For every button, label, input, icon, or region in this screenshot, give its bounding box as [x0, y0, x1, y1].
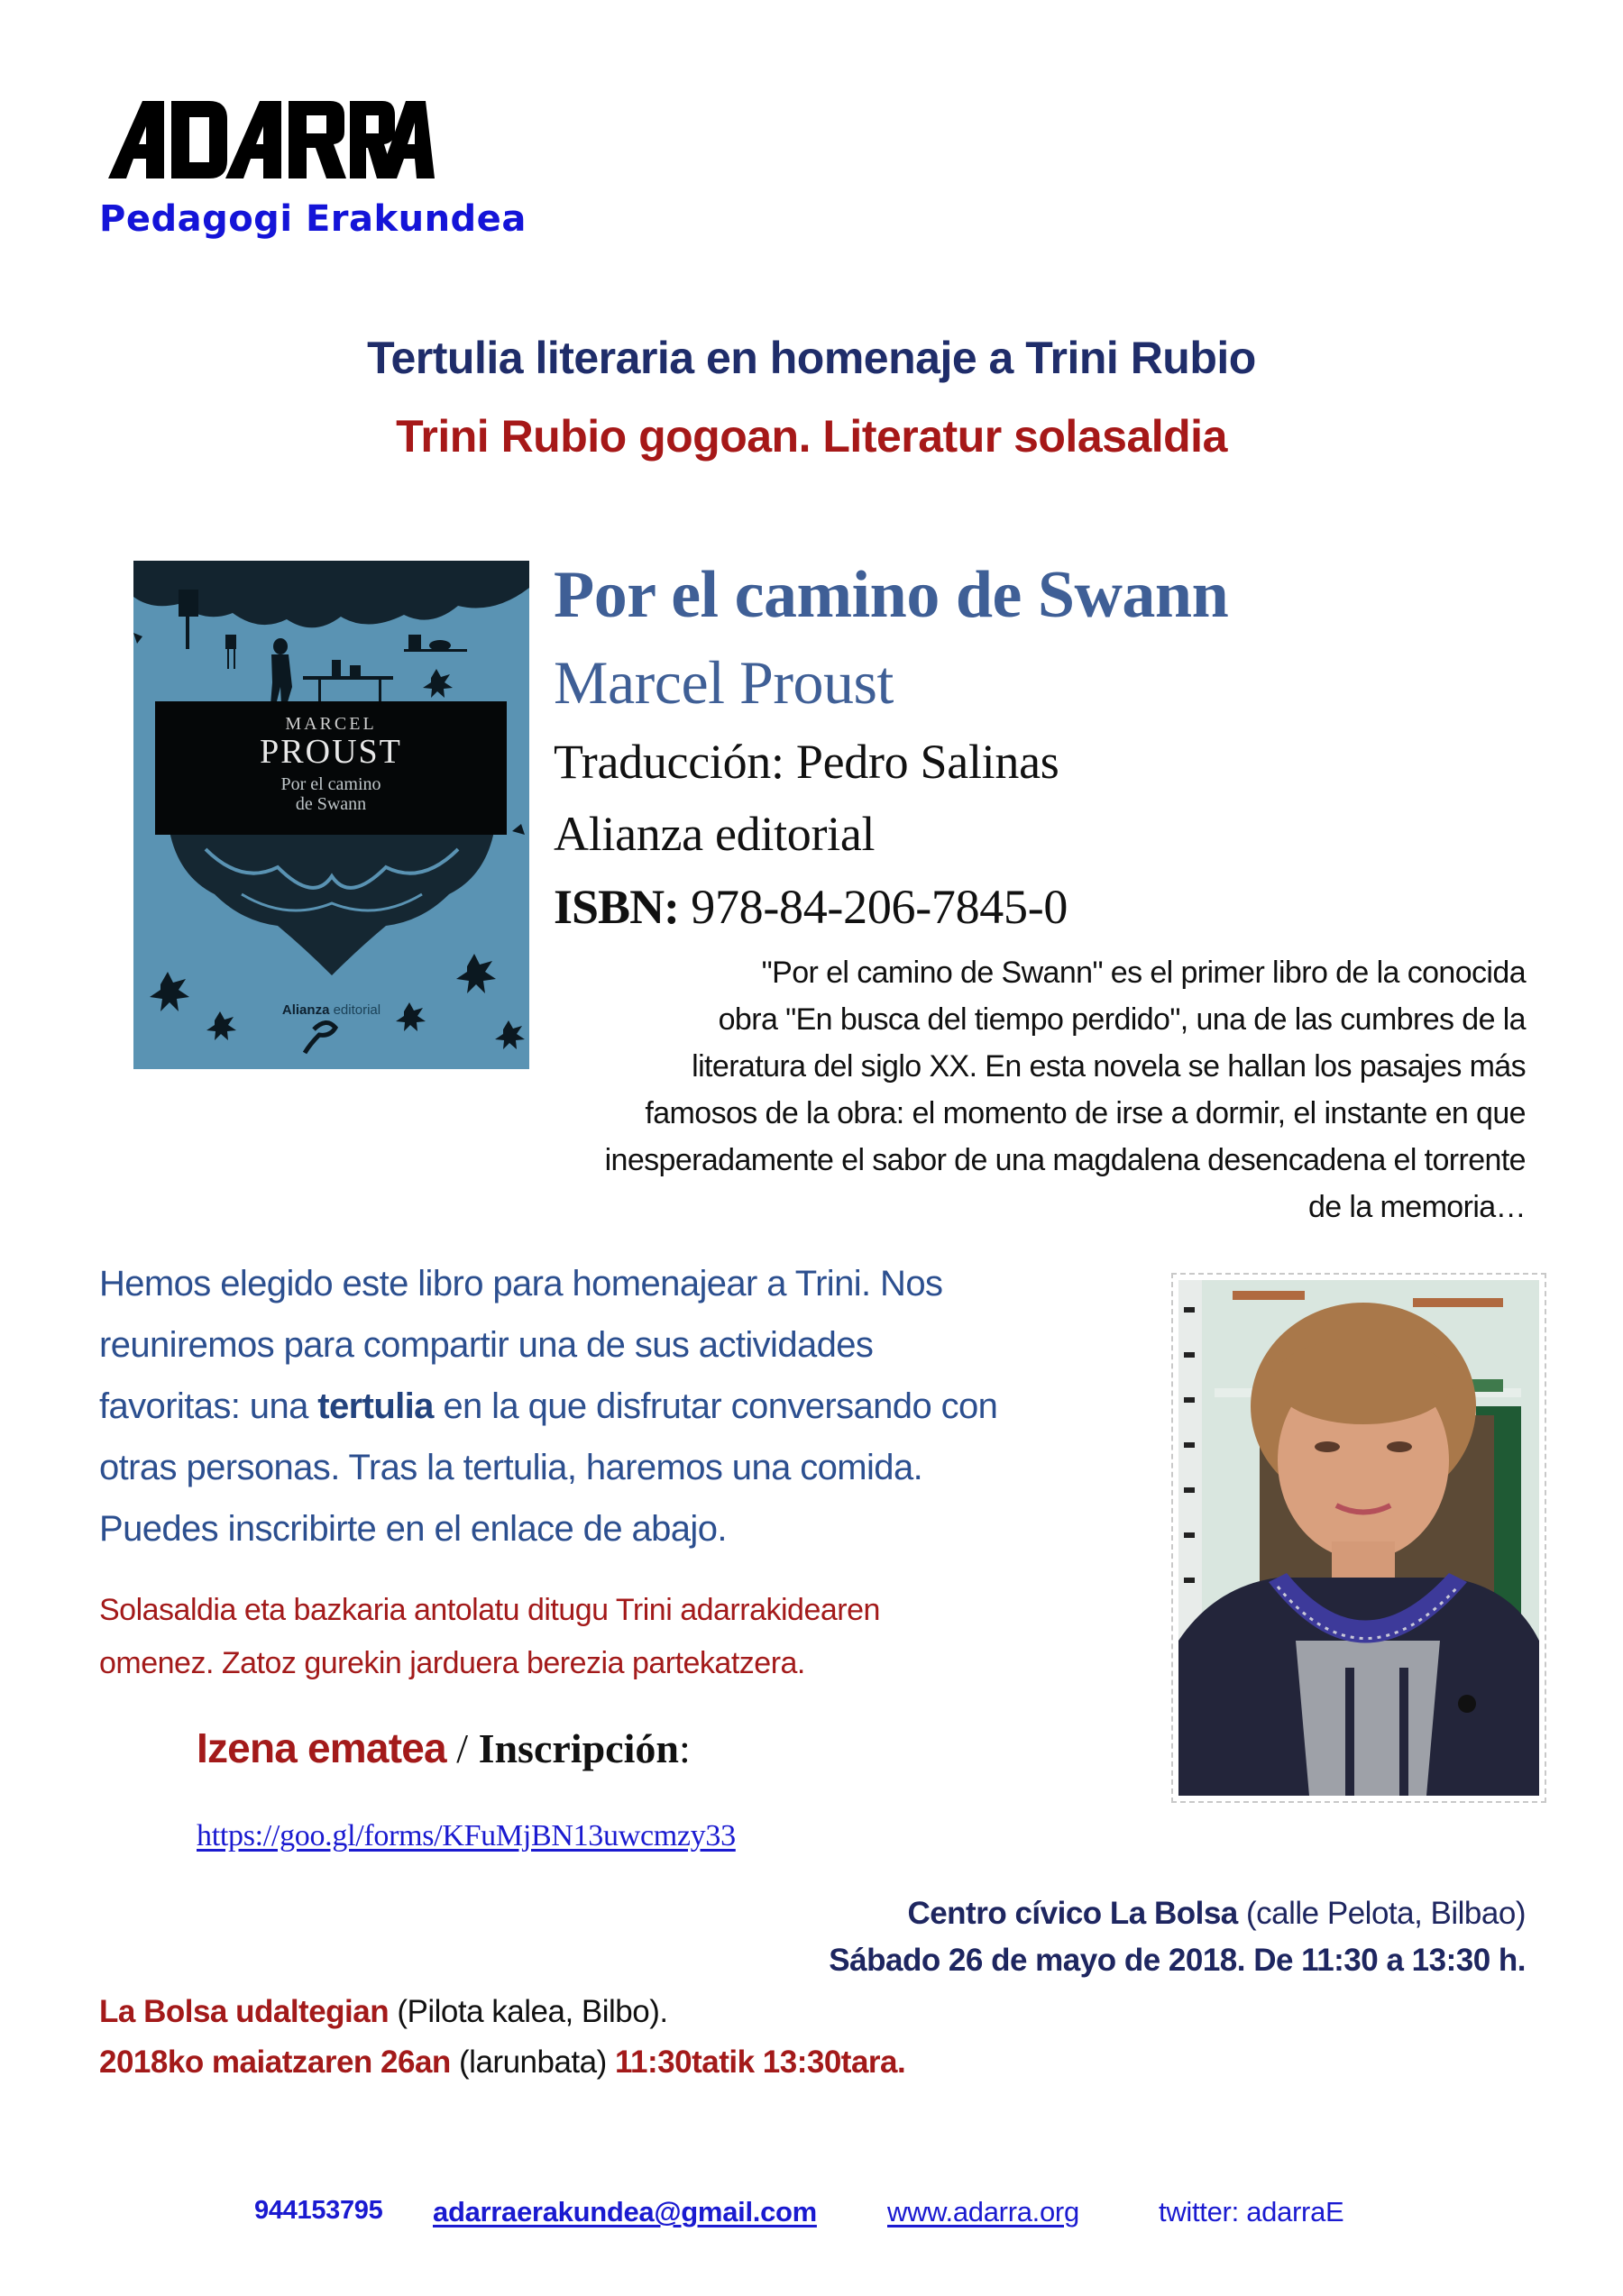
cover-title-line2: de Swann	[295, 794, 367, 814]
venue-eu-day: (larunbata)	[450, 2044, 616, 2080]
homage-line: Puedes inscribirte en el enlace de abajo.	[99, 1509, 727, 1549]
portrait-illustration	[1178, 1280, 1539, 1796]
cover-title-line1: Por el camino	[280, 774, 381, 794]
venue-datetime: Sábado 26 de mayo de 2018. De 11:30 a 13:30 h.	[829, 1943, 1526, 1978]
homage-line: Hemos elegido este libro para homenajear a Trini. Nos	[99, 1264, 943, 1304]
venue-eu-place-line	[99, 1987, 905, 2037]
book-isbn	[554, 879, 1068, 935]
homage-bold-tertulia: tertulia	[317, 1386, 434, 1426]
heading-spanish: Tertulia literaria en homenaje a Trini Rubio	[367, 333, 1256, 383]
venue-place-line	[829, 1890, 1526, 1937]
cover-title-box	[155, 701, 507, 835]
registration-heading	[197, 1724, 691, 1772]
isbn-value: 978-84-206-7845-0	[691, 880, 1068, 934]
footer-email-link[interactable]: adarraerakundea@gmail.com	[433, 2196, 817, 2227]
description-line: inesperadamente el sabor de una magdalena desencadena el torrente	[604, 1143, 1526, 1177]
venue-eu-time: 11:30tatik 13:30tara.	[615, 2044, 906, 2080]
description-line: famosos de la obra: el momento de irse a dormir, el instante en que	[645, 1096, 1526, 1130]
homage-line	[99, 1376, 1163, 1437]
venue-eu-date: 2018ko maiatzaren 26an	[99, 2044, 451, 2080]
registration-colon: :	[678, 1725, 691, 1771]
isbn-label: ISBN:	[554, 880, 680, 934]
book-description	[399, 949, 1526, 1230]
adarra-logo	[108, 101, 435, 178]
cover-author-last: PROUST	[260, 733, 402, 771]
cover-publisher-bold: Alianza	[281, 1002, 330, 1018]
photo-image	[1178, 1280, 1539, 1796]
registration-label-basque: Izena ematea	[197, 1724, 446, 1771]
description-line: literatura del siglo XX. En esta novela se hallan los pasajes más	[692, 1049, 1526, 1084]
book-author: Marcel Proust	[554, 648, 894, 717]
basque-paragraph	[99, 1584, 1163, 1690]
venue-datetime-line	[829, 1937, 1526, 1984]
basque-line: omenez. Zatoz gurekin jarduera berezia partekatzera.	[99, 1646, 805, 1680]
venue-place-detail: (calle Pelota, Bilbao)	[1237, 1896, 1526, 1931]
venue-eu-place-detail: (Pilota kalea, Bilbo).	[389, 1994, 668, 2029]
adarra-logo-icon	[108, 101, 435, 178]
homage-paragraph	[99, 1253, 1163, 1560]
book-translator: Traducción: Pedro Salinas	[554, 735, 1059, 789]
cover-publisher-rest: editorial	[333, 1002, 381, 1018]
venue-eu-datetime-line	[99, 2037, 905, 2088]
description-line: "Por el camino de Swann" es el primer libro de la conocida	[761, 956, 1526, 990]
heading-basque: Trini Rubio gogoan. Literatur solasaldia	[396, 411, 1227, 462]
description-line: de la memoria…	[1307, 1190, 1526, 1224]
homage-line: otras personas. Tras la tertulia, haremos una comida.	[99, 1448, 923, 1487]
cover-author-first: MARCEL	[285, 714, 377, 734]
homage-text: favoritas: una	[99, 1386, 318, 1426]
description-line: obra "En busca del tiempo perdido", una de las cumbres de la	[718, 1002, 1526, 1037]
book-publisher: Alianza editorial	[554, 807, 876, 861]
registration-form-link[interactable]: https://goo.gl/forms/KFuMjBN13uwcmzy33	[197, 1819, 736, 1852]
footer-website-link[interactable]: www.adarra.org	[887, 2196, 1079, 2227]
venue-eu-place-name: La Bolsa udaltegian	[99, 1994, 390, 2029]
book-title: Por el camino de Swann	[554, 558, 1229, 632]
registration-separator: /	[445, 1725, 479, 1771]
org-name: Pedagogi Erakundea	[99, 198, 527, 240]
homage-line: reuniremos para compartir una de sus actividades	[99, 1325, 874, 1365]
venue-place-name: Centro cívico La Bolsa	[907, 1896, 1238, 1931]
basque-line: Solasaldia eta bazkaria antolatu ditugu Trini adarrakidearen	[99, 1593, 880, 1627]
homage-text: en la que disfrutar conversando con	[433, 1386, 998, 1426]
trini-rubio-photo	[1171, 1273, 1546, 1803]
footer-twitter: twitter: adarraE	[1159, 2196, 1344, 2227]
footer-phone: 944153795	[254, 2196, 383, 2225]
venue-basque	[99, 1987, 905, 2088]
registration-label-spanish: Inscripción	[478, 1725, 679, 1771]
venue-spanish	[829, 1890, 1526, 1984]
